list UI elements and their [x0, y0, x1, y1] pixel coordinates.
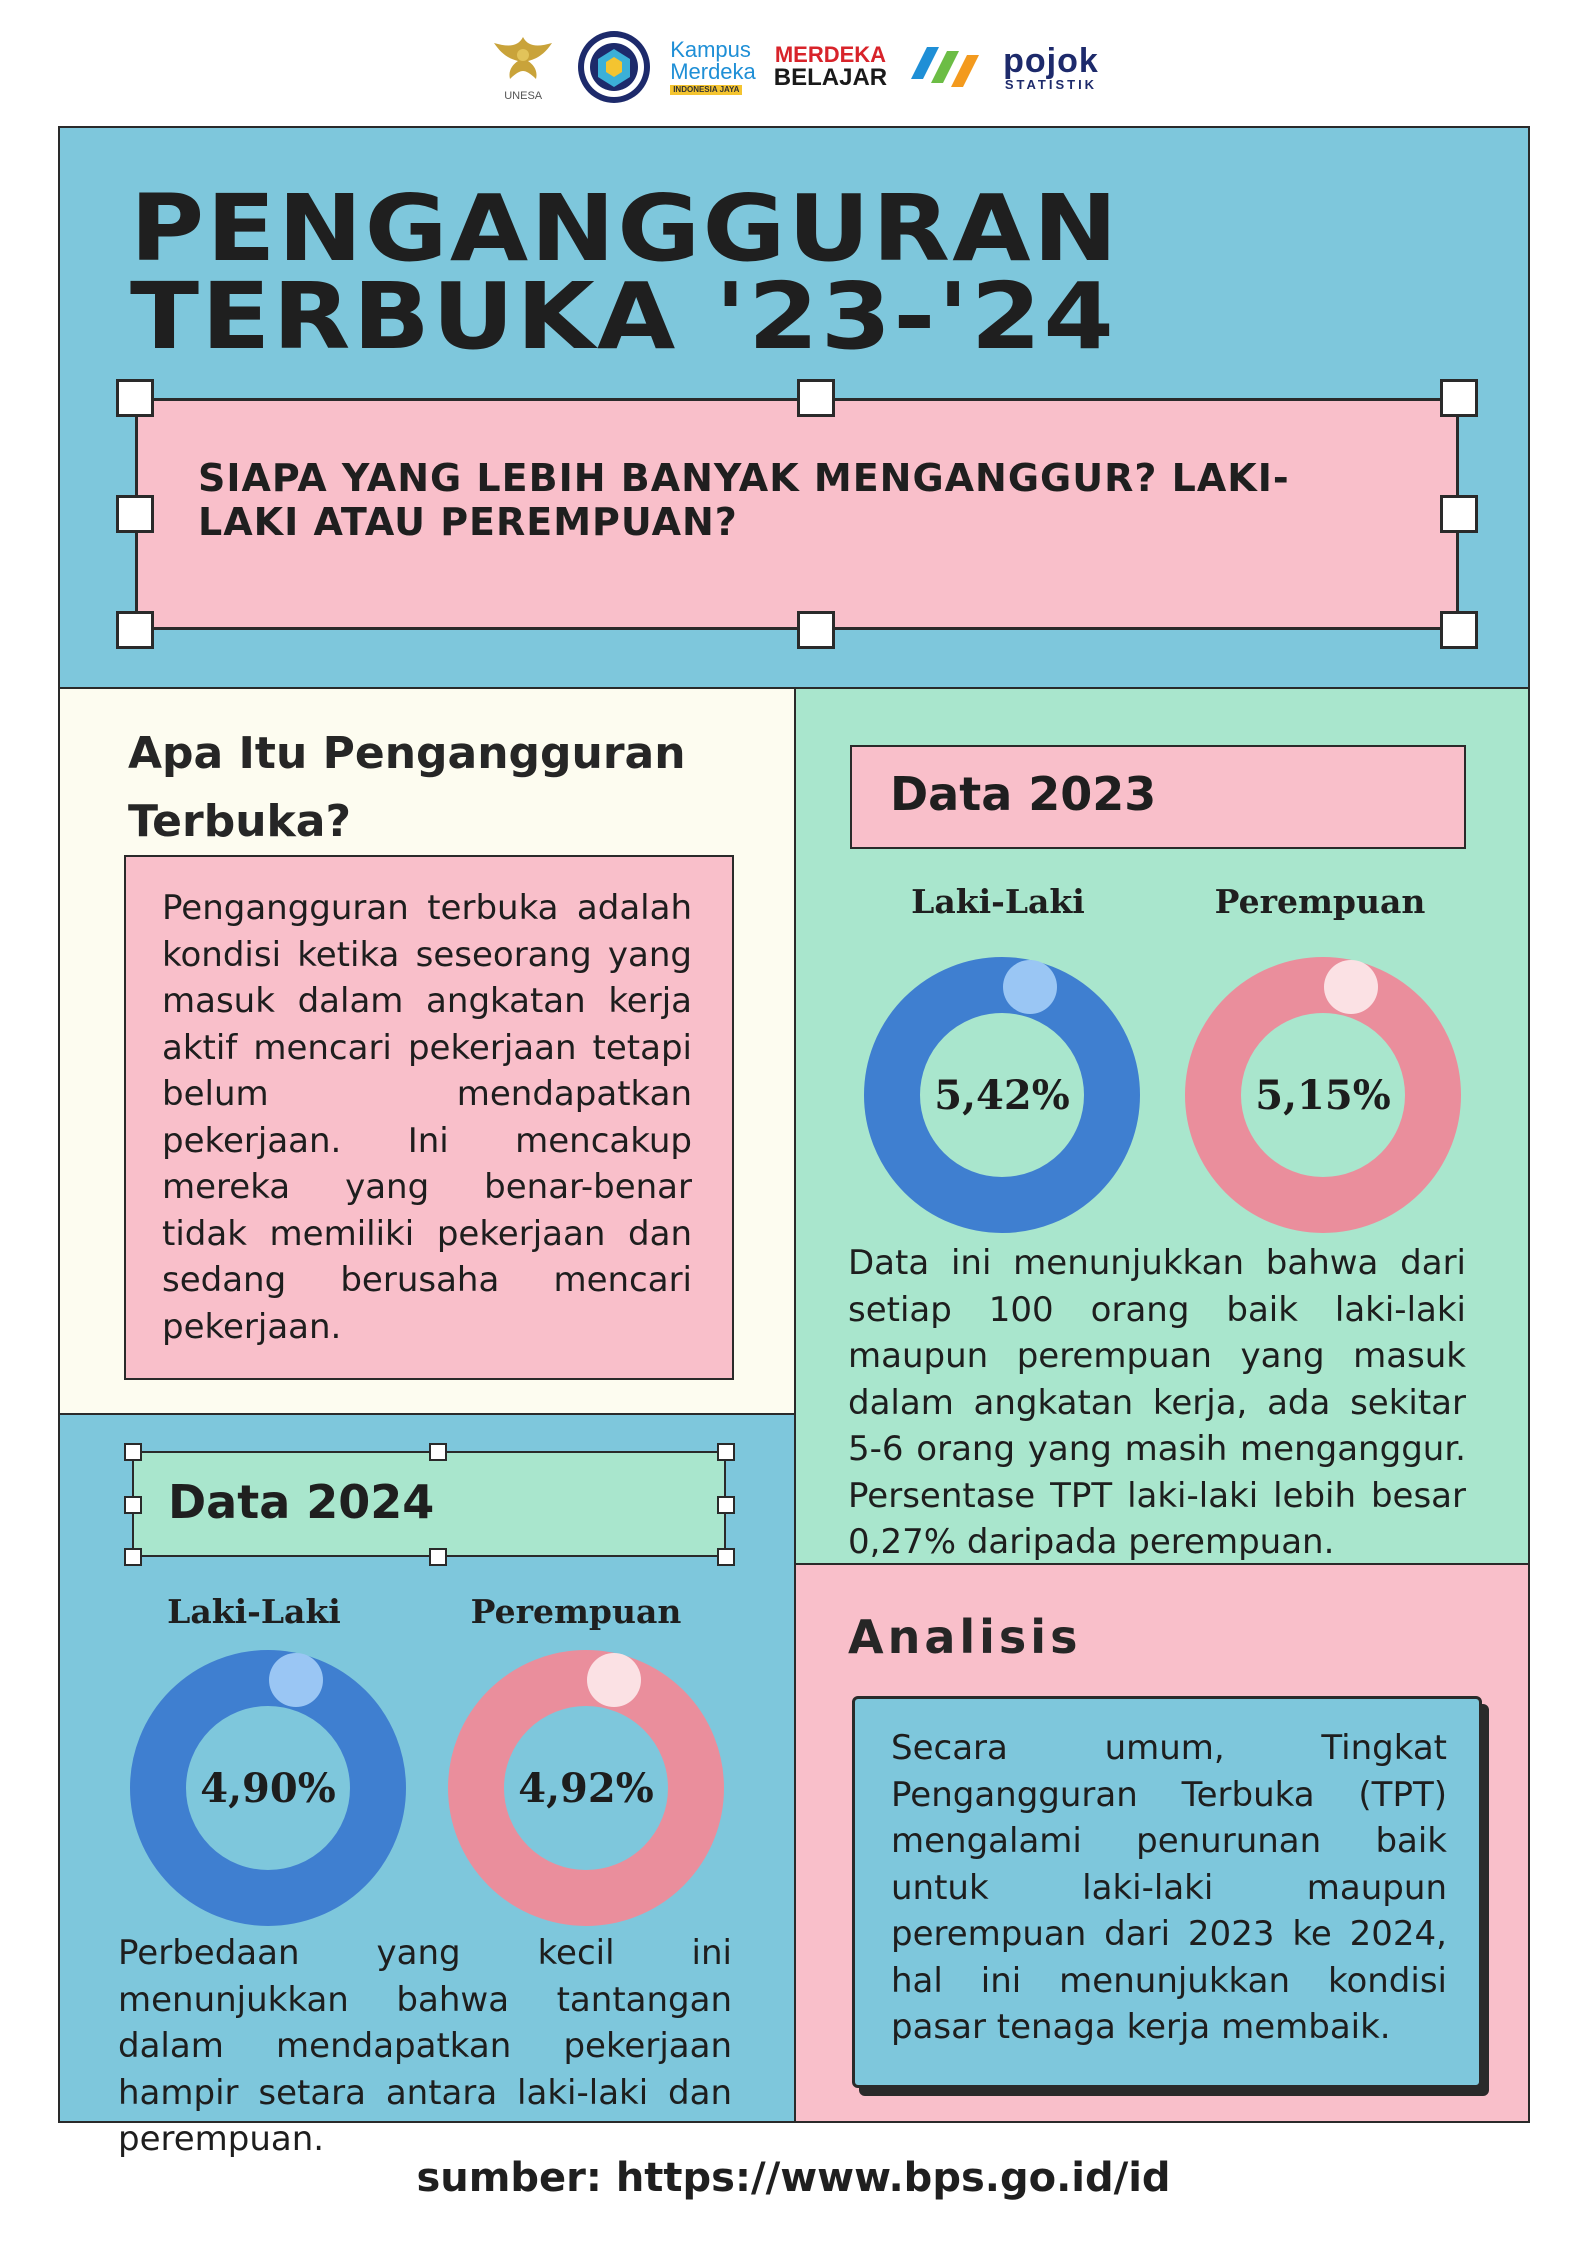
female-value-2023: 5,15% [1255, 1071, 1391, 1119]
female-donut-2023 [1183, 955, 1463, 1235]
bps-icon [905, 35, 985, 99]
selection-handle-2024-bottom-right [717, 1548, 735, 1566]
data-2024-heading: Data 2024 [168, 1475, 435, 1529]
seal-icon [576, 29, 652, 105]
kampus-text: Kampus [670, 37, 751, 62]
definition-box [124, 855, 734, 1380]
selection-handle-mid-right [1440, 495, 1478, 533]
selection-handle-mid-left [116, 495, 154, 533]
source-citation: sumber: https://www.bps.go.id/id [416, 2155, 1171, 2201]
analysis-box [852, 1696, 1482, 2088]
question-text: SIAPA YANG LEBIH BANYAK MENGANGGUR? LAKI-LAKI ATAU PEREMPUAN? [198, 456, 1290, 544]
selection-handle-2024-bottom-left [124, 1548, 142, 1566]
merdeka-belajar-line2: BELAJAR [773, 64, 888, 91]
analysis-text: Secara umum, Tingkat Pengangguran Terbuka (TPT) mengalami penurunan baik untuk laki-laki maupun perempuan dari 2023 ke 2024, hal ini menunjukkan kondisi pasar tenaga kerja membaik. [891, 1728, 1447, 2047]
definition-heading: Apa Itu Pengangguran Terbuka? [128, 728, 686, 847]
question-box [135, 398, 1459, 630]
selection-handle-2024-top-center [429, 1443, 447, 1461]
selection-handle-2024-bottom-center [429, 1548, 447, 1566]
page-title [130, 175, 1120, 370]
pojok-statistik-logo [1003, 41, 1099, 92]
kampus-merdeka-logo [670, 39, 756, 95]
female-label-2024: Perempuan [470, 1592, 682, 1631]
male-value-2023: 5,42% [934, 1071, 1070, 1119]
selection-handle-2024-top-right [717, 1443, 735, 1461]
male-donut-2024 [128, 1648, 408, 1928]
title-line-2: TERBUKA '23-'24 [130, 263, 1117, 370]
data-2023-description: Data ini menunjukkan bahwa dari setiap 100 orang baik laki-laki maupun perempuan yang masuk dalam angkatan kerja, ada sekitar 5-6 orang yang masih menganggur. Persentase TPT laki-laki lebih besar 0,27% daripada perempuan. [848, 1243, 1466, 1562]
female-label-2023: Perempuan [1214, 882, 1426, 921]
statistik-text: STATISTIK [1004, 76, 1098, 92]
unesa-logo [488, 33, 558, 102]
merdeka-belajar-logo [774, 44, 887, 90]
selection-handle-top-right [1440, 379, 1478, 417]
title-line-1: PENGANGGURAN [130, 175, 1120, 282]
male-label-2024: Laki-Laki [167, 1592, 341, 1631]
male-label-2023: Laki-Laki [911, 882, 1085, 921]
female-value-2024: 4,92% [518, 1764, 654, 1812]
selection-handle-2024-top-left [124, 1443, 142, 1461]
analysis-heading: Analisis [848, 1610, 1082, 1664]
selection-handle-bottom-right [1440, 611, 1478, 649]
selection-handle-top-left [116, 379, 154, 417]
male-value-2024: 4,90% [200, 1764, 336, 1812]
data-2024-header [132, 1451, 726, 1557]
male-donut-2023 [862, 955, 1142, 1235]
data-2023-header [850, 745, 1466, 849]
program-seal-logo [576, 29, 652, 105]
selection-handle-bottom-center [797, 611, 835, 649]
selection-handle-2024-mid-left [124, 1496, 142, 1514]
indonesia-jaya-text: INDONESIA JAYA [670, 85, 742, 95]
merdeka-text: Merdeka [670, 59, 756, 84]
data-2023-heading: Data 2023 [890, 767, 1157, 821]
selection-handle-bottom-left [116, 611, 154, 649]
female-donut-2024 [446, 1648, 726, 1928]
selection-handle-top-center [797, 379, 835, 417]
selection-handle-2024-mid-right [717, 1496, 735, 1514]
bps-logo [905, 35, 985, 99]
pojok-text: pojok [1003, 41, 1099, 80]
merdeka-belajar-line1: MERDEKA [774, 42, 887, 67]
unesa-text: UNESA [504, 89, 543, 102]
data-2024-description: Perbedaan yang kecil ini menunjukkan bahwa tantangan dalam mendapatkan pekerjaan hampir setara antara laki-laki dan perempuan. [118, 1933, 732, 2159]
logo-bar [0, 22, 1587, 112]
definition-text: Pengangguran terbuka adalah kondisi ketika seseorang yang masuk dalam angkatan kerja aktif mencari pekerjaan tetapi belum mendapatkan pekerjaan. Ini mencakup mereka yang benar-benar tidak memiliki pekerjaan dan sedang berusaha mencari pekerjaan. [162, 888, 692, 1347]
garuda-icon [488, 33, 558, 91]
